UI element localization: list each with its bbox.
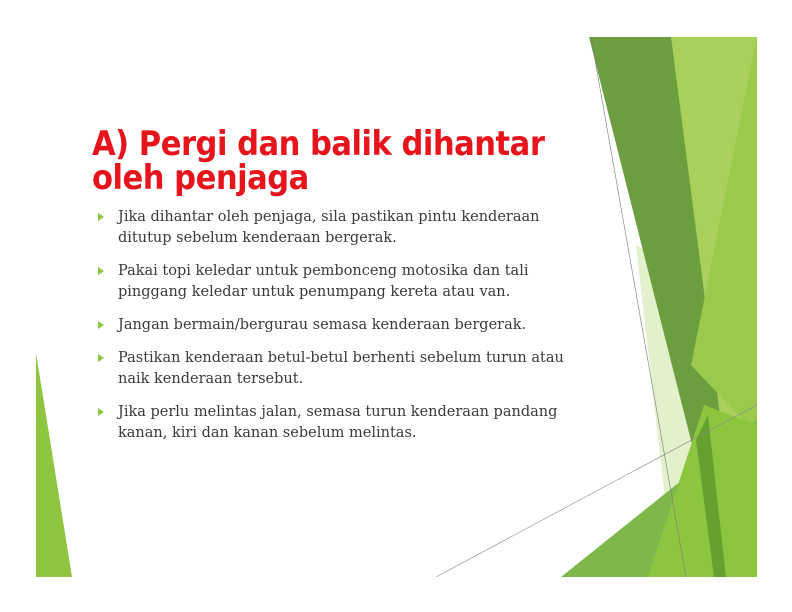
left-sliver-shape (36, 353, 72, 577)
bullet-text: Jika perlu melintas jalan, semasa turun kenderaan pandang kanan, kiri dan kanan sebelum melintas. (118, 404, 558, 441)
bullet-list (98, 207, 568, 456)
bullet-text: Jika dihantar oleh penjaga, sila pastikan pintu kenderaan ditutup sebelum kenderaan bergerak. (118, 209, 540, 246)
bullet-text: Pastikan kenderaan betul-betul berhenti sebelum turun atau naik kenderaan tersebut. (118, 350, 564, 387)
bullet-text: Jangan bermain/bergurau semasa kenderaan bergerak. (118, 317, 527, 333)
list-item (98, 348, 568, 390)
triangle-bullet-icon (98, 408, 104, 416)
slide-title: A) Pergi dan balik dihantar oleh penjaga (92, 124, 545, 198)
slide (36, 35, 757, 577)
list-item (98, 207, 568, 249)
triangle-bullet-icon (98, 321, 104, 329)
triangle-bullet-icon (98, 213, 104, 221)
triangle-bullet-icon (98, 354, 104, 362)
triangle-bullet-icon (98, 267, 104, 275)
list-item (98, 261, 568, 303)
list-item (98, 402, 568, 444)
bullet-text: Pakai topi keledar untuk pembonceng motosika dan tali pinggang keledar untuk penumpang kereta atau van. (118, 263, 529, 300)
list-item (98, 315, 568, 336)
